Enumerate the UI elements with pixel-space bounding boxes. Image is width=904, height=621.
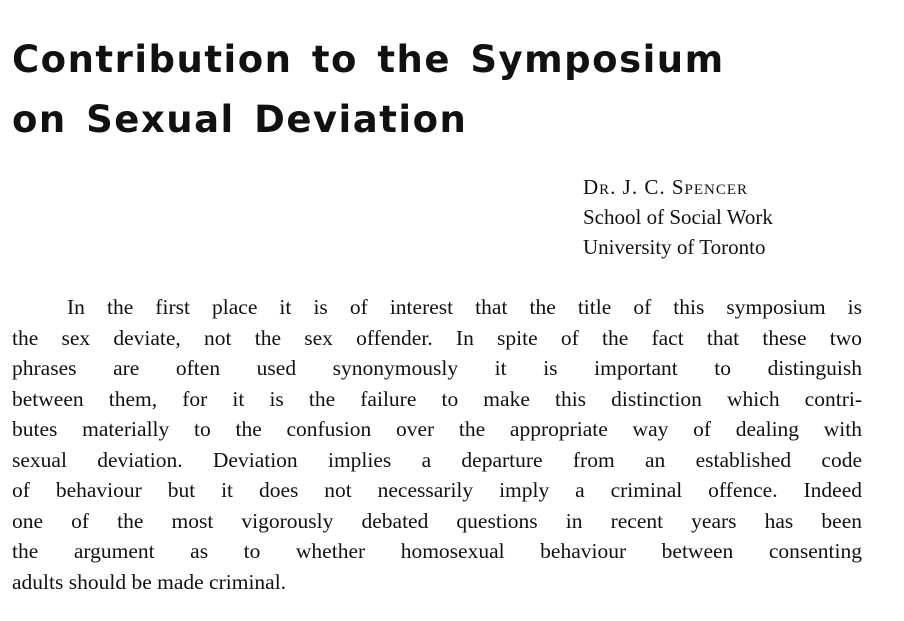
title-line: on Sexual Deviation (12, 98, 468, 141)
paragraph-line: phrases are often used synonymously it is important to distinguish (12, 356, 862, 380)
body-paragraph (12, 292, 862, 597)
paragraph-line: sexual deviation. Deviation implies a departure from an established code (12, 447, 862, 472)
author-name: Dr. J. C. Spencer (583, 175, 749, 199)
author-institution: University of Toronto (583, 235, 766, 259)
paragraph-line: adults should be made criminal. (12, 569, 287, 594)
paragraph-line: one of the most vigorously debated questions in recent years has been (12, 508, 862, 533)
article-title (12, 30, 725, 150)
paragraph-line: the sex deviate, not the sex offender. In spite of the fact that these two (12, 325, 862, 350)
author-block (583, 172, 773, 262)
paragraph-line: between them, for it is the failure to make this distinction which contri- (12, 386, 862, 411)
paragraph-line: In the first place it is of interest that the title of this symposium is (67, 295, 862, 319)
title-line: Contribution to the Symposium (12, 38, 725, 81)
paragraph-line: the argument as to whether homosexual behaviour between consenting (12, 539, 862, 563)
paragraph-line: of behaviour but it does not necessarily imply a criminal offence. Indeed (12, 478, 862, 502)
paragraph-line: butes materially to the confusion over the appropriate way of dealing with (12, 417, 862, 441)
author-department: School of Social Work (583, 205, 773, 229)
